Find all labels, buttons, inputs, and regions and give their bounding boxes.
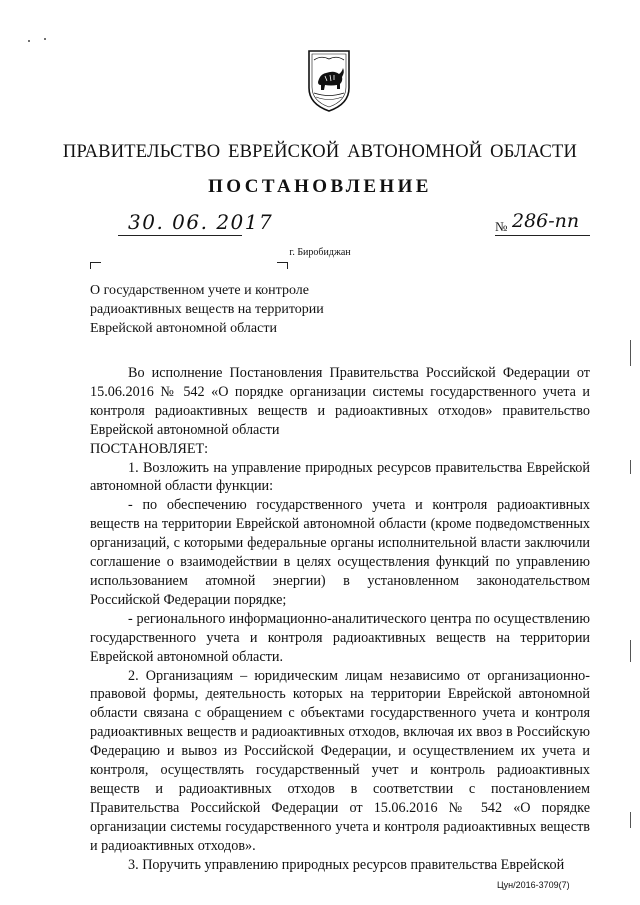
item-1-subitem-b: - регионального информационно-аналитического центра по осуществлению государственного учета и контроля радиоактивных веществ на территории Еврейской автономной области. [90,610,590,665]
handwritten-date: 30. 06. 2017 [128,210,274,234]
document-subject [90,281,370,338]
scan-edge-mark [630,812,631,828]
scan-speck [44,38,46,40]
subject-bracket-left [90,262,101,269]
document-body [90,364,590,874]
document-type: ПОСТАНОВЛЕНИЕ [208,176,432,197]
resolves-heading: ПОСТАНОВЛЯЕТ: [90,440,209,457]
handwritten-number: 286-пп [512,210,580,232]
city: г. Биробиджан [289,247,351,258]
number-underline [495,235,590,236]
coat-of-arms-tiger-icon [306,48,352,114]
subject-bracket-right [277,262,288,269]
item-2: 2. Организациям – юридическим лицам независимо от организационно-правовой формы, деятельность которых на территории Еврейской автономной области связана с обращением с объектами государственного учета и контроля радиоактивных веществ и радиоактивных отходов, включая их ввоз в Российскую Федерацию и вывоз из Российской Федерации, и осуществлением их учета и контроля, осуществлять государственный учет и контроль радиоактивных веществ и радиоактивных отходов в соответствии с постановлением Правительства Российской Федерации от 15.06.2016 № 542 «О порядке организации системы государственного учета и контроля радиоактивных веществ и радиоактивных отходов». [90,667,590,854]
item-1: 1. Возложить на управление природных ресурсов правительства Еврейской автономной области функции: [90,459,590,495]
date-underline [118,235,242,236]
scan-edge-mark [630,640,631,662]
item-3: 3. Поручить управлению природных ресурсов правительства Еврейской [128,856,565,873]
scan-edge-mark [630,340,631,366]
document-code: Цун/2016-3709(7) [497,880,570,890]
number-label: № [495,219,508,234]
item-1-subitem-a: - по обеспечению государственного учета и контроля радиоактивных веществ на территории Еврейской автономной области (кроме подведомственных организаций, с которыми федеральные органы исполнительной власти заключили соглашение о взаимодействии в целях осуществления функций по управлению использованием атомной энергии) в установленном законодательством Российской Федерации порядке; [90,497,590,608]
subject-line: радиоактивных веществ на территории [90,302,324,317]
government-title: ПРАВИТЕЛЬСТВО ЕВРЕЙСКОЙ АВТОНОМНОЙ ОБЛАСТИ [62,142,578,162]
subject-line: О государственном учете и контроле [90,283,309,298]
scan-edge-mark [630,460,631,474]
subject-line: Еврейской автономной области [90,321,277,336]
intro-paragraph: Во исполнение Постановления Правительства Российской Федерации от 15.06.2016 № 542 «О порядке организации системы государственного учета и контроля радиоактивных веществ и радиоактивных отходов» правительство Еврейской автономной области [90,365,590,438]
scan-speck [28,40,30,42]
